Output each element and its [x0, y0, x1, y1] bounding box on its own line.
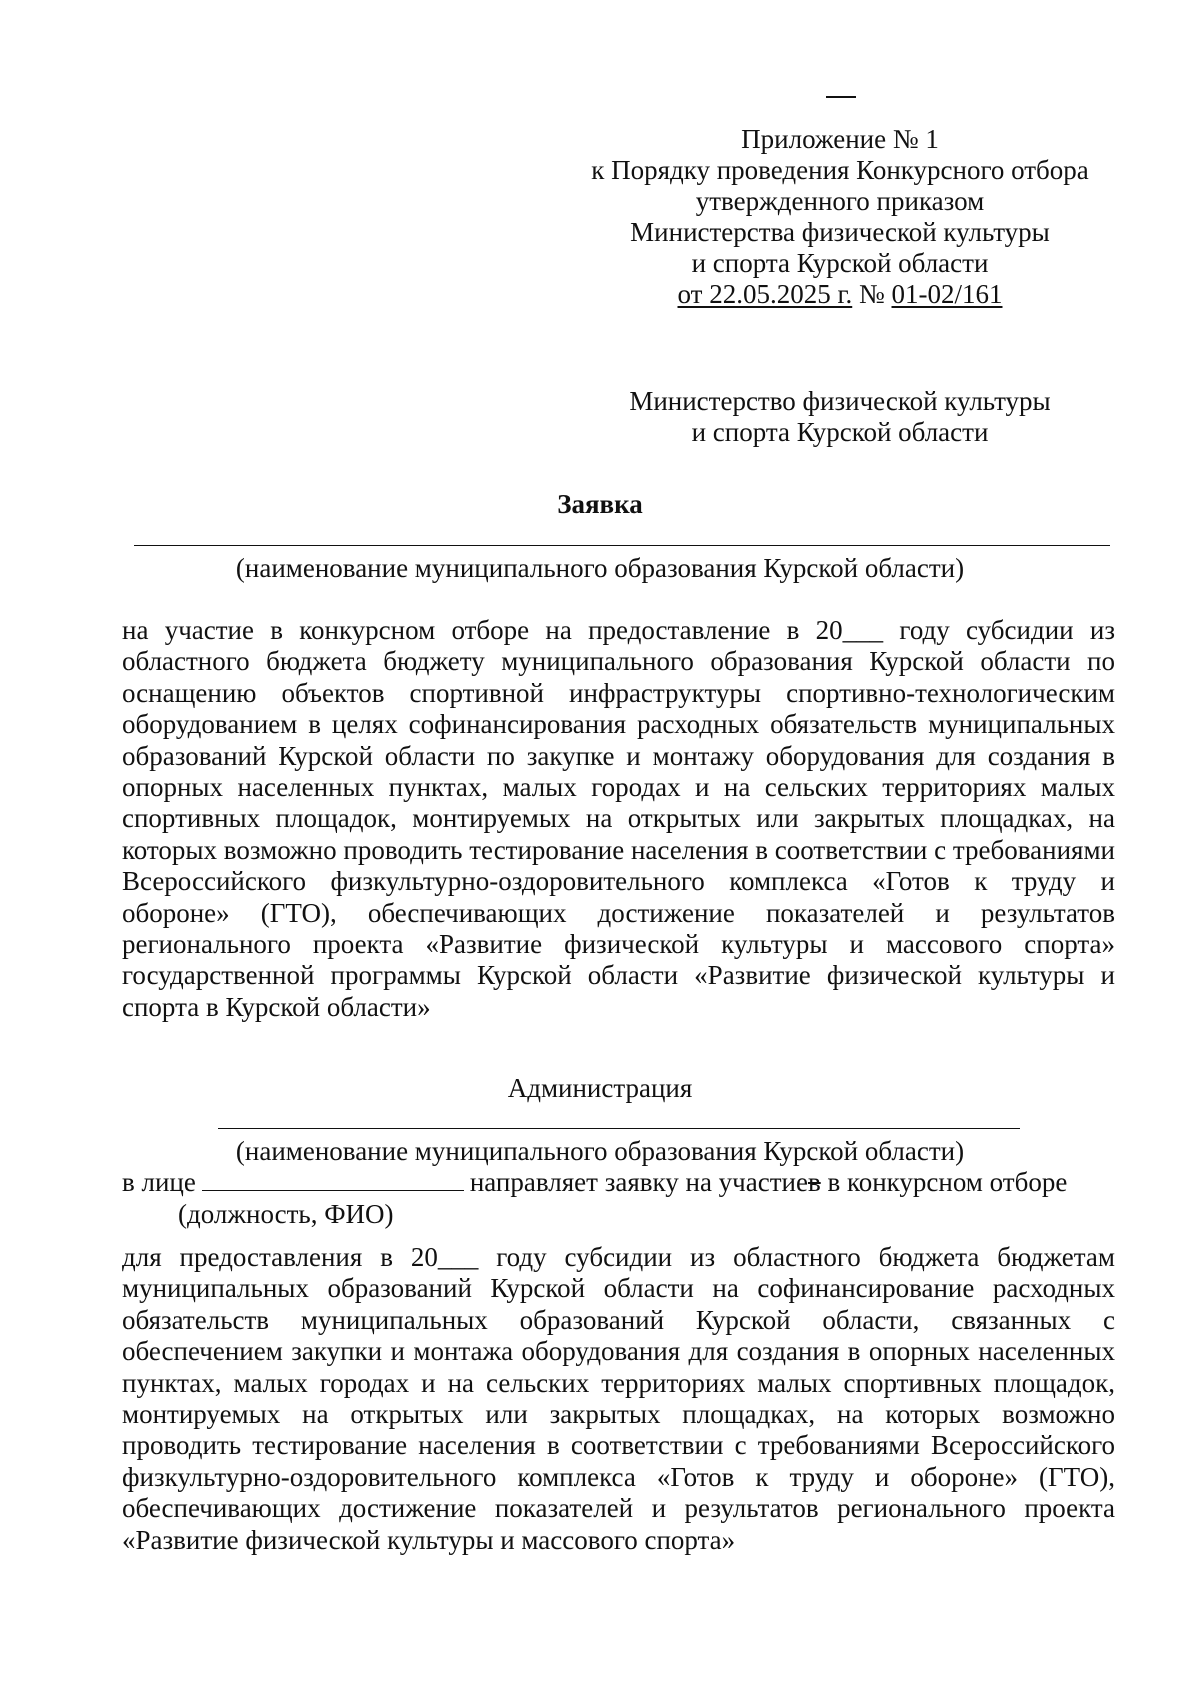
order-number-label: № — [858, 279, 885, 309]
appendix-order-line — [560, 279, 1120, 310]
document-title: Заявка — [557, 489, 643, 519]
sends-text: направляет заявку на участие — [469, 1167, 808, 1197]
application-paragraph-1: на участие в конкурсном отборе на предоставление в 20___ году субсидии из областного бюджета бюджету муниципального образования Курской области по оснащению объектов спортивной инфраструктуры спортивно-технологическим оборудованием в целях софинансирования расходных обязательств муниципальных образований Курской области по закупке и монтажу оборудования для создания в опорных населенных пунктах, малых городах и на сельских территориях малых спортивных площадок, монтируемых на открытых или закрытых площадках, на которых возможно проводить тестирование населения в соответствии с требованиями Всероссийского физкультурно-оздоровительного комплекса «Готов к труду и обороне» (ГТО), обеспечивающих достижение показателей и результатов регионального проекта «Развитие физической культуры и массового спорта» государственной программы Курской области «Развитие физической культуры и спорта в Курской области» — [122, 615, 1115, 1022]
appendix-line-1: Приложение № 1 — [741, 124, 939, 154]
application-paragraph-2: для предоставления в 20___ году субсидии из областного бюджета бюджетам муниципальных образований Курской области на софинансирование расходных обязательств муниципальных образований Курской области, связанных с обеспечением закупки и монтажа оборудования для создания в опорных населенных пунктах, малых городах и на сельских территориях малых спортивных площадок, монтируемых на открытых или закрытых площадках, на которых возможно проводить тестирование населения в соответствии с требованиями Всероссийского физкультурно-оздоровительного комплекса «Готов к труду и обороне» (ГТО), обеспечивающих достижение показателей и результатов регионального проекта «Развитие физической культуры и массового спорта» — [122, 1242, 1115, 1555]
struck-out-letter: в — [807, 1167, 821, 1197]
order-date: от 22.05.2025 г. — [677, 279, 853, 309]
appendix-line-3: утвержденного приказом — [695, 186, 985, 216]
page-dash-mark — [826, 96, 856, 98]
administration-fill-line — [218, 1128, 1020, 1129]
appendix-line-2: к Порядку проведения Конкурсного отбора — [591, 155, 1089, 185]
order-number: 01-02/161 — [891, 279, 1003, 309]
addressee-line-2: и спорта Курской области — [691, 417, 989, 447]
municipality-fill-line — [134, 545, 1110, 546]
municipality-caption-2: (наименование муниципального образования Курской области) — [235, 1136, 965, 1166]
representative-fill-line — [202, 1168, 464, 1191]
addressee-line-1: Министерство физической культуры — [629, 386, 1051, 416]
in-person-label: в лице — [122, 1167, 196, 1197]
sends-text-end: в конкурсном отборе — [827, 1167, 1068, 1197]
appendix-line-4: Министерства физической культуры — [630, 217, 1050, 247]
appendix-line-5: и спорта Курской области — [691, 248, 989, 278]
municipality-caption: (наименование муниципального образования Курской области) — [235, 553, 965, 583]
position-caption: (должность, ФИО) — [178, 1199, 394, 1229]
appendix-header — [560, 124, 1120, 310]
representative-row — [122, 1167, 1115, 1198]
addressee-block — [560, 386, 1120, 448]
administration-heading: Администрация — [507, 1073, 693, 1103]
